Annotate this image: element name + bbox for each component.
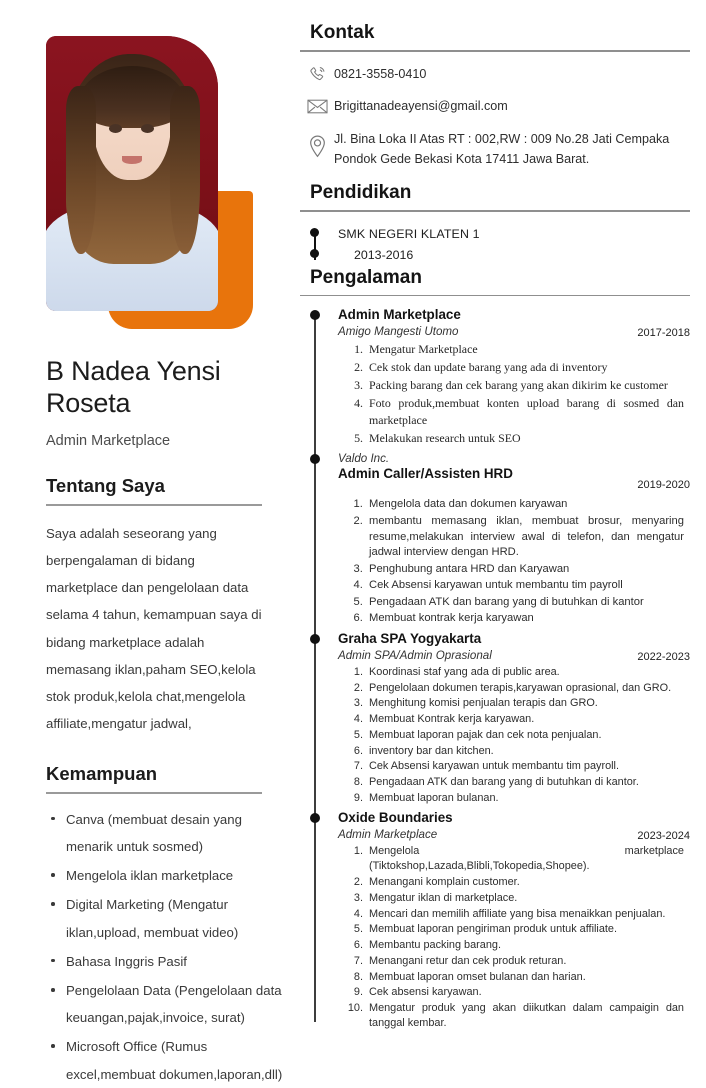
contact-heading: Kontak [310, 22, 375, 43]
skill-item: Bahasa Inggris Pasif [50, 948, 288, 975]
experience-date: 2022-2023 [637, 650, 690, 663]
duty-item: 3. Packing barang dan cek barang yang akan dikirim ke customer [366, 377, 684, 394]
experience-heading: Pengalaman [310, 266, 422, 288]
duty-item: 5. Membuat laporan pengiriman produk untuk affiliate. [366, 922, 684, 937]
education-school-name: SMK NEGERI KLATEN 1 [338, 226, 480, 241]
duty-item: 5. Pengadaan ATK dan barang yang di butuhkan di kantor [366, 595, 684, 611]
duty-item: 2. membantu memasang iklan, membuat brosur, menyaring resume,melakukan interview awal di telefon, dan mengatur jadwal interview dengan HRD. [366, 514, 684, 562]
skills-list [50, 806, 288, 1088]
education-years-item [310, 246, 690, 264]
skill-item: Microsoft Office (Rumus excel,membuat dokumen,laporan,dll) [50, 1033, 288, 1087]
experience-organization: Amigo Mangesti Utomo [338, 325, 459, 339]
experience-organization: Admin SPA/Admin Oprasional [338, 648, 492, 662]
experience-date: 2017-2018 [637, 327, 690, 340]
duty-item: 6. inventory bar dan kitchen. [366, 744, 684, 759]
experience-item [310, 631, 690, 806]
experience-date: 2023-2024 [637, 830, 690, 843]
skill-item: Digital Marketing (Mengatur iklan,upload, membuat video) [50, 891, 288, 945]
duty-item: 6. Membuat kontrak kerja karyawan [366, 611, 684, 627]
experience-header [338, 307, 690, 339]
duty-item: 3. Menghitung komisi penjualan terapis dan GRO. [366, 696, 684, 711]
experience-duties [352, 341, 690, 447]
photo-eye-right [141, 124, 154, 133]
experience-title: Oxide Boundaries [338, 810, 453, 826]
photo-hair-left [66, 86, 96, 254]
duty-item: 1. Mengelola data dan dokumen karyawan [366, 497, 684, 513]
experience-item [310, 810, 690, 1032]
profile-role: Admin Marketplace [46, 433, 171, 450]
duty-item: 6. Membantu packing barang. [366, 938, 684, 953]
duty-item: 8. Membuat laporan omset bulanan dan harian. [366, 970, 684, 985]
right-column [292, 0, 706, 1030]
photo-eye-left [109, 124, 122, 133]
duty-item: 1. Mengelola marketplace (Tiktokshop,Lazada,Blibli,Tokopedia,Shopee). [366, 844, 684, 875]
duty-item: 7. Cek Absensi karyawan untuk membantu tim payroll. [366, 759, 684, 774]
experience-header [338, 631, 690, 663]
photo-hair-right [170, 86, 200, 254]
duty-item: 5. Melakukan research untuk SEO [366, 430, 684, 447]
experience-duties [352, 844, 690, 1032]
experience-item [310, 307, 690, 447]
about-divider [46, 504, 262, 506]
duty-item: 1. Koordinasi staf yang ada di public area. [366, 665, 684, 680]
contact-email-row [300, 96, 690, 117]
contact-email-text[interactable]: Brigittanadeayensi@gmail.com [334, 99, 508, 114]
left-column [0, 0, 292, 1082]
skill-item: Mengelola iklan marketplace [50, 862, 288, 889]
experience-date: 2019-2020 [637, 479, 690, 492]
profile-photo [46, 36, 251, 326]
about-heading: Tentang Saya [46, 475, 165, 497]
experience-title: Admin Marketplace [338, 307, 461, 323]
duty-item: 9. Cek absensi karyawan. [366, 985, 684, 1000]
education-divider [300, 210, 690, 212]
duty-item: 4. Cek Absensi karyawan untuk membantu tim payroll [366, 578, 684, 594]
contact-address-row [300, 129, 690, 170]
contact-divider [300, 50, 690, 52]
duty-item: 4. Foto produk,membuat konten upload barang di sosmed dan marketplace [366, 395, 684, 430]
about-text: Saya adalah seseorang yang berpengalaman di bidang marketplace dan pengelolaan data selama 4 tahun, kemampuan saya di bidang marketplace adalah memasang iklan,paham SEO,kelola stok produk,kelola chat,mengelola affiliate,mengatur jadwal, [46, 525, 262, 732]
photo-mouth [122, 156, 142, 164]
contact-list [300, 64, 690, 171]
contact-phone-row [300, 64, 690, 85]
location-pin-icon [300, 129, 334, 158]
experience-title: Admin Caller/Assisten HRD [338, 466, 513, 482]
profile-name: B Nadea Yensi Roseta [46, 356, 221, 418]
skills-heading: Kemampuan [46, 763, 158, 785]
duty-item: 3. Penghubung antara HRD dan Karyawan [366, 562, 684, 578]
duty-item: 4. Mencari dan memilih affiliate yang bisa menaikkan penjualan. [366, 907, 684, 922]
contact-phone-text[interactable]: 0821-3558-0410 [334, 66, 427, 81]
experience-item [310, 451, 690, 627]
duty-item: 9. Membuat laporan bulanan. [366, 791, 684, 806]
skill-item: Canva (membuat desain yang menarik untuk sosmed) [50, 806, 288, 860]
duty-item: 8. Pengadaan ATK dan barang yang di butuhkan di kantor. [366, 775, 684, 790]
experience-title: Graha SPA Yogyakarta [338, 630, 482, 646]
duty-item: 4. Membuat Kontrak kerja karyawan. [366, 712, 684, 727]
experience-list [300, 307, 690, 1031]
duty-item: 1. Mengatur Marketplace [366, 341, 684, 358]
duty-item: 5. Membuat laporan pajak dan cek nota penjualan. [366, 728, 684, 743]
duty-item: 2. Pengelolaan dokumen terapis,karyawan oprasional, dan GRO. [366, 681, 684, 696]
experience-organization: Admin Marketplace [338, 827, 438, 841]
experience-header [338, 810, 690, 842]
experience-divider [300, 295, 690, 297]
skill-item: Pengelolaan Data (Pengelolaan data keuangan,pajak,invoice, surat) [50, 977, 288, 1031]
photo-frame [46, 36, 218, 311]
experience-duties [352, 665, 690, 806]
experience-organization: Valdo Inc. [338, 452, 390, 466]
duty-item: 7. Menangani retur dan cek produk returan. [366, 954, 684, 969]
duty-item: 2. Menangani komplain customer. [366, 875, 684, 890]
duty-item: 2. Cek stok dan update barang yang ada di inventory [366, 359, 684, 376]
skills-divider [46, 792, 262, 794]
education-block [300, 225, 690, 264]
experience-header [338, 451, 690, 492]
phone-icon [300, 64, 334, 84]
education-school-item [310, 225, 690, 243]
experience-duties [352, 497, 690, 627]
duty-item: 3. Mengatur iklan di marketplace. [366, 891, 684, 906]
envelope-icon [300, 96, 334, 116]
education-heading: Pendidikan [310, 182, 412, 204]
contact-address-text: Jl. Bina Loka II Atas RT : 002,RW : 009 No.28 Jati Cempaka Pondok Gede Bekasi Kota 17411 Jawa Barat. [334, 132, 670, 167]
education-years: 2013-2016 [354, 247, 414, 262]
duty-item: 10. Mengatur produk yang akan diikutkan dalam campaigin dan tanggal kembar. [366, 1001, 684, 1032]
